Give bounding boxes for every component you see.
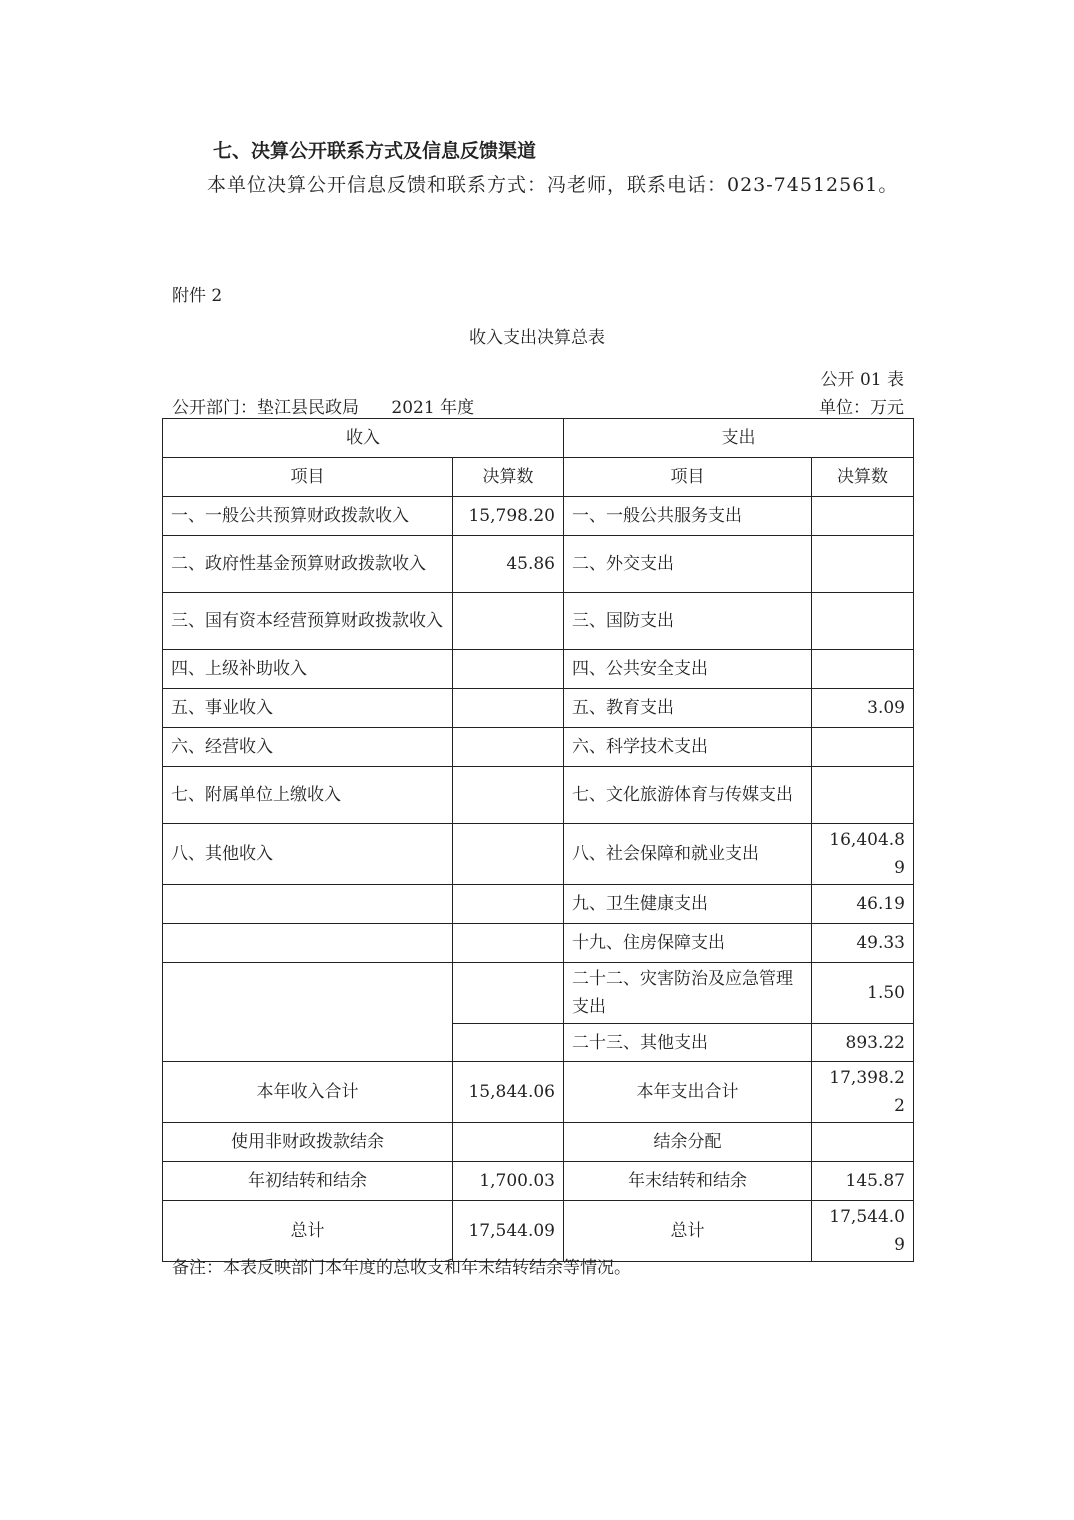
expense-total-amount: 17,544.09 [812, 1201, 914, 1262]
attachment-label: 附件 2 [172, 286, 223, 306]
income-total-amount: 17,544.09 [453, 1201, 564, 1262]
expense-item: 二十三、其他支出 [564, 1024, 812, 1062]
contact-text: 本单位决算公开信息反馈和联系方式：冯老师，联系电话：023-74512561。 [207, 174, 899, 196]
expense-amount [812, 767, 914, 824]
expense-amount [812, 728, 914, 767]
expense-amount: 49.33 [812, 924, 914, 963]
expense-amount: 46.19 [812, 885, 914, 924]
expense-total-label: 结余分配 [564, 1123, 812, 1162]
col-amount: 决算数 [812, 458, 914, 497]
expense-item: 一、一般公共服务支出 [564, 497, 812, 536]
table-title: 收入支出决算总表 [469, 328, 605, 348]
expense-amount [812, 650, 914, 689]
expense-amount: 1.50 [812, 963, 914, 1024]
expense-header: 支出 [564, 419, 914, 458]
unit-label: 单位：万元 [819, 398, 904, 418]
income-total-amount: 1,700.03 [453, 1162, 564, 1201]
table-row [163, 497, 914, 536]
table-row [163, 650, 914, 689]
table-number: 公开 01 表 [820, 370, 904, 390]
expense-item: 二、外交支出 [564, 536, 812, 593]
table-row [163, 689, 914, 728]
table-row [163, 924, 914, 963]
expense-total-amount [812, 1123, 914, 1162]
income-amount [453, 593, 564, 650]
department-year: 公开部门：垫江县民政局 2021 年度 [172, 398, 475, 418]
income-total-label: 总计 [163, 1201, 453, 1262]
income-amount [453, 650, 564, 689]
income-total-amount [453, 1123, 564, 1162]
expense-total-label: 本年支出合计 [564, 1062, 812, 1123]
expense-item: 二十二、灾害防治及应急管理支出 [564, 963, 812, 1024]
expense-item: 七、文化旅游体育与传媒支出 [564, 767, 812, 824]
income-item: 六、经营收入 [163, 728, 453, 767]
table-row [163, 824, 914, 885]
expense-item: 九、卫生健康支出 [564, 885, 812, 924]
income-amount [453, 689, 564, 728]
expense-total-label: 总计 [564, 1201, 812, 1262]
income-total-label: 本年收入合计 [163, 1062, 453, 1123]
col-item: 项目 [564, 458, 812, 497]
income-amount: 45.86 [453, 536, 564, 593]
expense-total-amount: 145.87 [812, 1162, 914, 1201]
income-item: 四、上级补助收入 [163, 650, 453, 689]
income-total-label: 使用非财政拨款结余 [163, 1123, 453, 1162]
income-total-label: 年初结转和结余 [163, 1162, 453, 1201]
budget-table [162, 418, 914, 1262]
col-item: 项目 [163, 458, 453, 497]
income-amount [453, 728, 564, 767]
col-amount: 决算数 [453, 458, 564, 497]
table-row [163, 963, 914, 1024]
table-note: 备注：本表反映部门本年度的总收支和年末结转结余等情况。 [172, 1258, 631, 1278]
expense-item: 三、国防支出 [564, 593, 812, 650]
income-amount [453, 885, 564, 924]
expense-total-label: 年末结转和结余 [564, 1162, 812, 1201]
income-item: 五、事业收入 [163, 689, 453, 728]
income-item [163, 924, 453, 963]
income-item: 七、附属单位上缴收入 [163, 767, 453, 824]
expense-item: 四、公共安全支出 [564, 650, 812, 689]
table-row [163, 885, 914, 924]
expense-item: 六、科学技术支出 [564, 728, 812, 767]
income-item: 三、国有资本经营预算财政拨款收入 [163, 593, 453, 650]
expense-amount [812, 536, 914, 593]
expense-total-amount: 17,398.22 [812, 1062, 914, 1123]
expense-amount [812, 497, 914, 536]
expense-amount: 3.09 [812, 689, 914, 728]
income-item [163, 963, 453, 1062]
expense-item: 五、教育支出 [564, 689, 812, 728]
income-item: 一、一般公共预算财政拨款收入 [163, 497, 453, 536]
total-row [163, 1162, 914, 1201]
income-amount [453, 767, 564, 824]
table-row [163, 728, 914, 767]
income-item: 八、其他收入 [163, 824, 453, 885]
expense-amount: 893.22 [812, 1024, 914, 1062]
income-total-amount: 15,844.06 [453, 1062, 564, 1123]
income-amount [453, 924, 564, 963]
total-row [163, 1062, 914, 1123]
table-row [163, 767, 914, 824]
income-item [163, 885, 453, 924]
expense-item: 八、社会保障和就业支出 [564, 824, 812, 885]
income-amount [453, 1024, 564, 1062]
expense-amount: 16,404.89 [812, 824, 914, 885]
expense-item: 十九、住房保障支出 [564, 924, 812, 963]
total-row [163, 1123, 914, 1162]
income-amount [453, 824, 564, 885]
table-row [163, 536, 914, 593]
income-amount: 15,798.20 [453, 497, 564, 536]
expense-amount [812, 593, 914, 650]
table-row [163, 593, 914, 650]
income-item: 二、政府性基金预算财政拨款收入 [163, 536, 453, 593]
income-amount [453, 963, 564, 1024]
income-header: 收入 [163, 419, 564, 458]
section-heading: 七、决算公开联系方式及信息反馈渠道 [213, 140, 537, 162]
